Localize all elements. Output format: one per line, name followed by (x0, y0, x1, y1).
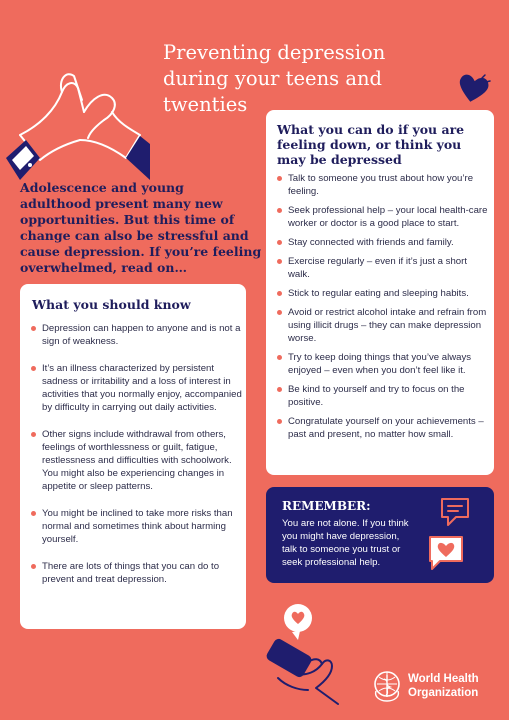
hands-heart-icon (0, 40, 150, 200)
list-item: Seek professional help – your local health-care worker or doctor is a good place to start. (276, 204, 490, 230)
what-you-should-know-card (20, 284, 246, 629)
bullet-icon (277, 291, 282, 296)
list-item: There are lots of things that you can do to prevent and treat depression. (30, 560, 242, 586)
do-list (276, 172, 490, 447)
bullet-icon (277, 259, 282, 264)
list-item: Avoid or restrict alcohol intake and refrain from using illicit drugs – they can make depression worse. (276, 306, 490, 345)
bullet-icon (31, 511, 36, 516)
know-list (30, 322, 242, 600)
who-emblem-icon (372, 669, 402, 703)
bullet-icon (277, 355, 282, 360)
what-you-can-do-card (266, 110, 494, 475)
list-item: Be kind to yourself and try to focus on the positive. (276, 383, 490, 409)
list-item: Other signs include withdrawal from others, feelings of worthlessness or guilt, fatigue, restlessness and difficulties with schoolwork. You might also be experiencing changes in appetite or sleep patterns. (30, 428, 242, 493)
bullet-icon (277, 208, 282, 213)
bullet-icon (31, 326, 36, 331)
list-item: Try to keep doing things that you’ve always enjoyed – even when you don’t feel like it. (276, 351, 490, 377)
who-name: World Health Organization (408, 673, 479, 699)
remember-box (266, 487, 494, 583)
bullet-icon (277, 419, 282, 424)
list-item: It’s an illness characterized by persistent sadness or irritability and a loss of interest in activities that you normally enjoy, accompanied by difficulty in carrying out daily activities. (30, 362, 242, 414)
who-logo (372, 669, 502, 709)
bullet-icon (277, 310, 282, 315)
bullet-icon (31, 564, 36, 569)
remember-text: You are not alone. If you think you might have depression, talk to someone you trust or seek professional help. (282, 518, 409, 568)
page-title: Preventing depression during your teens and twenties (163, 41, 386, 116)
bullet-icon (277, 176, 282, 181)
phone-hand-icon (258, 600, 368, 710)
bullet-icon (31, 366, 36, 371)
card-heading: What you should know (32, 297, 191, 312)
list-item: Exercise regularly – even if it’s just a short walk. (276, 255, 490, 281)
list-item: Stay connected with friends and family. (276, 236, 490, 249)
speech-bubble-heart-icon (426, 533, 466, 575)
list-item: Congratulate yourself on your achievements – past and present, no matter how small. (276, 415, 490, 441)
intro-text: Adolescence and young adulthood present many new opportunities. But this time of change can also be stressful and cause depression. If you’re feeling overwhelmed, read on… (20, 180, 262, 275)
remember-title: REMEMBER: (282, 499, 371, 513)
list-item: Depression can happen to anyone and is not a sign of weakness. (30, 322, 242, 348)
bullet-icon (277, 387, 282, 392)
card-heading: What you can do if you are feeling down, or think you may be depressed (277, 122, 465, 167)
list-item: Talk to someone you trust about how you’re feeling. (276, 172, 490, 198)
speech-bubble-icon (438, 495, 472, 529)
list-item: Stick to regular eating and sleeping habits. (276, 287, 490, 300)
bullet-icon (277, 240, 282, 245)
list-item: You might be inclined to take more risks than normal and sometimes think about harming yourself. (30, 507, 242, 546)
bullet-icon (31, 432, 36, 437)
